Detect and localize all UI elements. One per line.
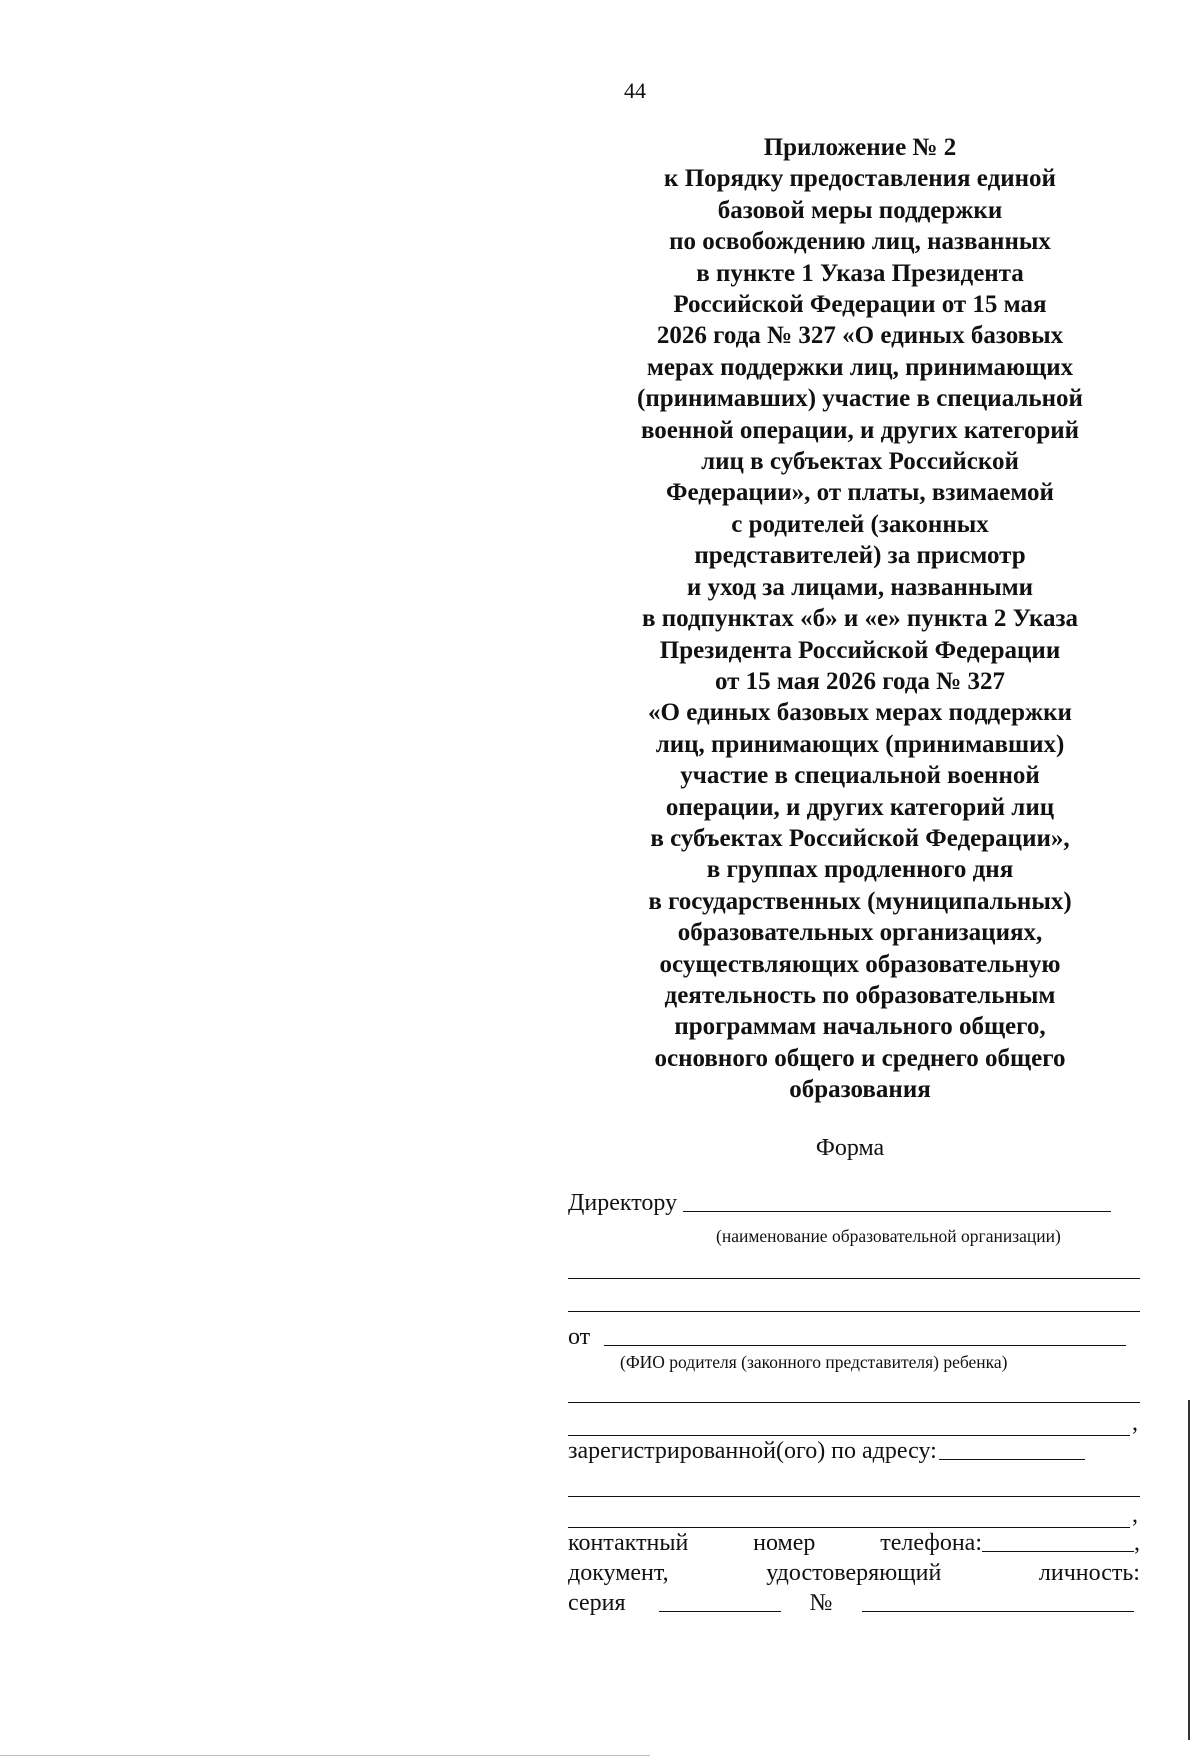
series-label: серия <box>568 1590 626 1616</box>
scan-edge-bottom <box>0 1755 650 1756</box>
appendix-line: Приложение № 2 <box>763 134 957 161</box>
appendix-line: (принимавших) участие в специальной <box>637 385 1083 413</box>
parent-caption: (ФИО родителя (законного представителя) ребенка) <box>620 1352 1008 1372</box>
number-field[interactable] <box>862 1611 1134 1612</box>
phone-row <box>568 1530 1140 1557</box>
appendix-line: «О единых базовых мерах поддержки <box>648 699 1072 727</box>
comma-2: , <box>1132 1502 1138 1528</box>
address-line-3[interactable] <box>568 1527 1130 1528</box>
from-label: от <box>568 1324 591 1350</box>
org-caption: (наименование образовательной организации) <box>716 1226 1061 1246</box>
series-row <box>568 1590 1134 1617</box>
appendix-line: Президента Российской Федерации <box>659 636 1061 664</box>
address-line-2[interactable] <box>568 1496 1140 1497</box>
appendix-line: представителей) за присмотр <box>694 542 1026 570</box>
appendix-line: в субъектах Российской Федерации», <box>650 824 1070 852</box>
appendix-line: в подпунктах «б» и «е» пункта 2 Указа <box>641 605 1079 633</box>
phone-comma: , <box>1133 1530 1140 1556</box>
appendix-line: программам начального общего, <box>674 1013 1046 1041</box>
appendix-line: военной операции, и других категорий <box>640 416 1080 444</box>
number-label: № <box>809 1590 833 1616</box>
phone-field[interactable] <box>982 1551 1134 1552</box>
director-org-field[interactable] <box>683 1211 1111 1212</box>
appendix-line: операции, и других категорий лиц <box>665 793 1055 821</box>
appendix-line: Российской Федерации от 15 мая <box>673 291 1047 319</box>
appendix-line: образования <box>789 1076 931 1104</box>
parent-name-field[interactable] <box>604 1345 1126 1346</box>
director-row <box>568 1190 1111 1217</box>
page-number: 44 <box>624 78 646 103</box>
director-label: Директору <box>568 1190 678 1216</box>
org-line-3[interactable] <box>568 1311 1140 1312</box>
series-field[interactable] <box>659 1611 781 1612</box>
appendix-line: основного общего и среднего общего <box>654 1044 1066 1072</box>
parent-line-2[interactable] <box>568 1402 1140 1403</box>
appendix-line: в государственных (муниципальных) <box>648 887 1072 915</box>
document-word-1: документ, <box>568 1560 669 1586</box>
appendix-line: с родителей (законных <box>731 510 989 538</box>
appendix-line: деятельность по образовательным <box>664 981 1056 1009</box>
scan-edge-right <box>1188 1400 1190 1740</box>
comma-1: , <box>1132 1410 1138 1436</box>
phone-word-1: контактный <box>568 1530 689 1556</box>
appendix-line: в группах продленного дня <box>706 856 1014 884</box>
appendix-line: в пункте 1 Указа Президента <box>696 259 1024 287</box>
appendix-line: мерах поддержки лиц, принимающих <box>646 353 1074 381</box>
appendix-heading <box>600 132 1120 1106</box>
appendix-line: 2026 года № 327 «О единых базовых <box>656 322 1064 350</box>
document-word-3: личность: <box>1038 1560 1140 1586</box>
appendix-line: образовательных организациях, <box>677 919 1043 947</box>
appendix-line: лиц в субъектах Российской <box>701 448 1019 476</box>
appendix-line: лиц, принимающих (принимавших) <box>655 730 1065 758</box>
appendix-line: и уход за лицами, названными <box>686 573 1034 601</box>
phone-word-3: телефона: <box>880 1530 982 1556</box>
address-label: зарегистрированной(ого) по адресу: <box>568 1438 937 1464</box>
parent-line-3[interactable] <box>568 1435 1130 1436</box>
appendix-line: по освобождению лиц, названных <box>669 228 1051 256</box>
org-line-2[interactable] <box>568 1278 1140 1279</box>
appendix-line: базовой меры поддержки <box>717 196 1003 224</box>
document-word-2: удостоверяющий <box>766 1560 942 1586</box>
form-title: Форма <box>815 1135 885 1161</box>
appendix-line: к Порядку предоставления единой <box>664 165 1056 193</box>
address-row <box>568 1438 1085 1465</box>
address-field[interactable] <box>939 1459 1085 1460</box>
appendix-line: от 15 мая 2026 года № 327 <box>714 667 1006 695</box>
appendix-line: осуществляющих образовательную <box>659 950 1061 978</box>
appendix-line: участие в специальной военной <box>680 762 1040 790</box>
document-row <box>568 1560 1140 1587</box>
phone-word-2: номер <box>753 1530 816 1556</box>
appendix-line: Федерации», от платы, взимаемой <box>666 479 1054 507</box>
phone-field-group <box>880 1530 1140 1557</box>
from-row <box>568 1324 1126 1351</box>
